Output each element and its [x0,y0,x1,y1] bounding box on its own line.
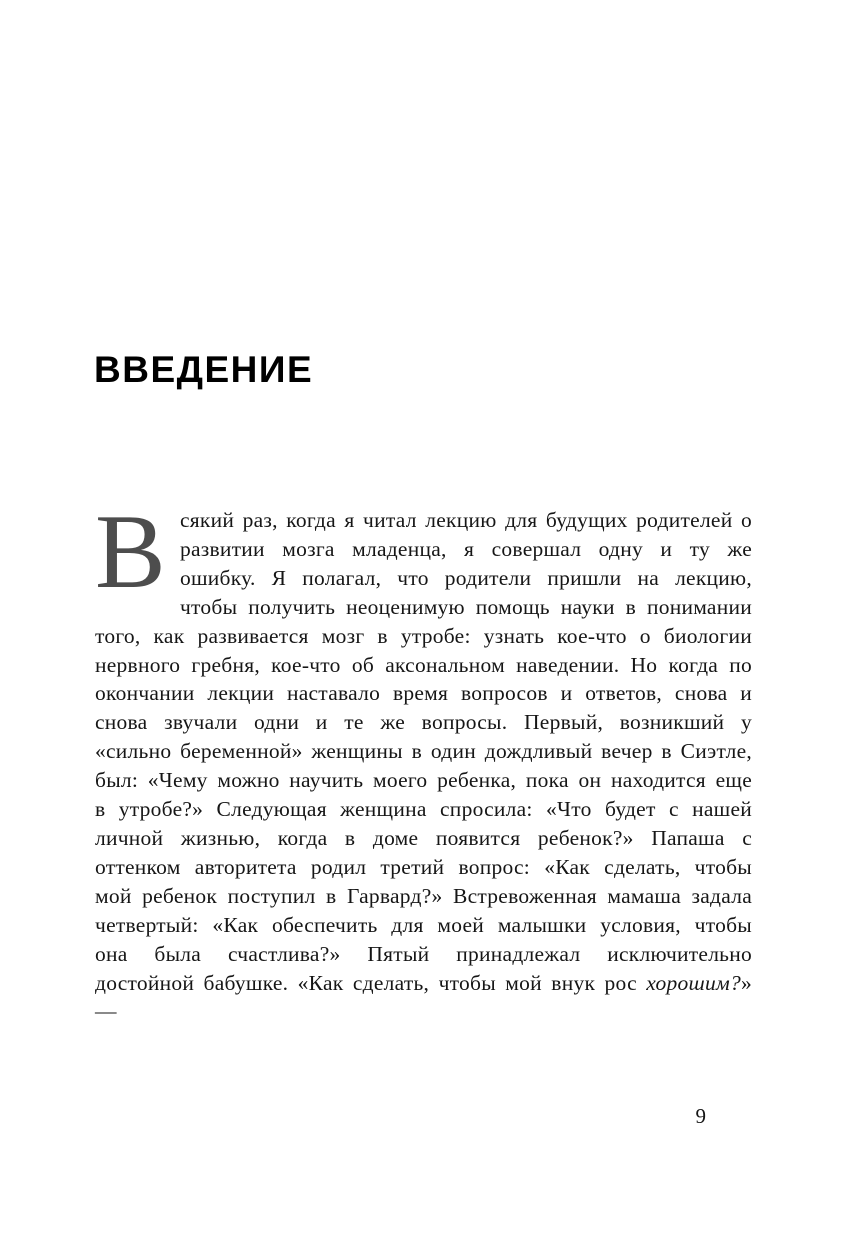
drop-cap-letter: В [95,493,166,610]
page-number: 9 [695,1104,706,1128]
chapter-paragraph [95,493,752,1026]
paragraph-text: сякий раз, когда я читал лекцию для будущих родителей о развитии мозга младенца, я совершал одну и ту же ошибку. Я полагал, что родители пришли на лекцию, чтобы получить неоценимую помощь науки в понимании того, как развивается мозг в утробе: узнать кое-что о биологии нервного гребня, кое-что об аксональном наведении. Но когда по окончании лекции наставало время вопросов и ответов, снова и снова звучали одни и те же вопросы. Первый, возникший у «сильно беременной» женщины в один дождливый вечер в Сиэтле, был: «Чему можно научить моего ребенка, пока он находится еще в утробе?» Следующая женщина спросила: «Что будет с нашей личной жизнью, когда в доме появится ребенок?» Папаша с оттенком авторитета родил третий вопрос: «Как сделать, чтобы мой ребенок поступил в Гарвард?» Встревоженная мамаша задала четвертый: «Как обеспечить для моей малышки условия, чтобы она была счастлива?» Пятый принадлежал исключительно достойной бабушке. «Как сделать, чтобы мой внук рос [95,508,752,995]
paragraph-italic-word: хорошим? [646,970,741,995]
paragraph-text-end: » — [95,970,752,1024]
chapter-title: ВВЕДЕНИЕ [94,348,314,390]
